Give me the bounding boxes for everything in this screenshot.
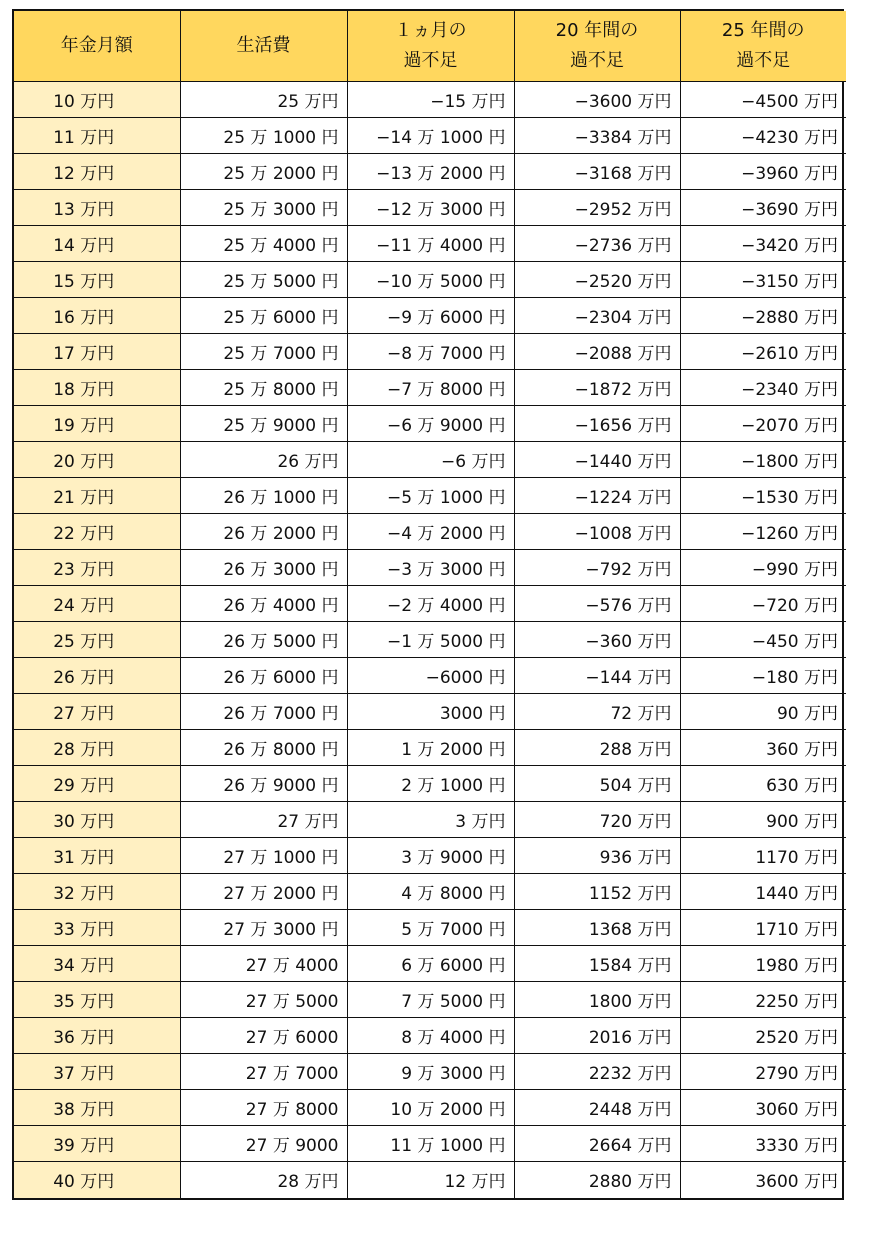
twenty-five-year-balance-cell: −2070 万円	[680, 406, 846, 442]
table-row	[14, 190, 846, 226]
living-cost-cell: 27 万 8000	[180, 1090, 347, 1126]
table-row	[14, 118, 846, 154]
living-cost-cell: 26 万 3000 円	[180, 550, 347, 586]
living-cost-cell: 26 万 7000 円	[180, 694, 347, 730]
table-row	[14, 514, 846, 550]
twenty-year-balance-cell: −1872 万円	[514, 370, 680, 406]
table-row	[14, 478, 846, 514]
monthly-balance-cell: 11 万 1000 円	[347, 1126, 514, 1162]
table-body	[14, 82, 846, 1198]
pension-cell: 37 万円	[14, 1054, 180, 1090]
twenty-five-year-balance-cell: −3960 万円	[680, 154, 846, 190]
table-row	[14, 622, 846, 658]
pension-cell: 19 万円	[14, 406, 180, 442]
twenty-year-balance-cell: 2016 万円	[514, 1018, 680, 1054]
twenty-year-balance-cell: 720 万円	[514, 802, 680, 838]
living-cost-cell: 26 万 9000 円	[180, 766, 347, 802]
twenty-year-balance-cell: −1440 万円	[514, 442, 680, 478]
pension-cell: 13 万円	[14, 190, 180, 226]
monthly-balance-cell: 4 万 8000 円	[347, 874, 514, 910]
pension-cell: 23 万円	[14, 550, 180, 586]
monthly-balance-cell: −6 万円	[347, 442, 514, 478]
table-row	[14, 802, 846, 838]
living-cost-cell: 27 万 7000	[180, 1054, 347, 1090]
monthly-balance-cell: 2 万 1000 円	[347, 766, 514, 802]
pension-cell: 21 万円	[14, 478, 180, 514]
twenty-five-year-balance-cell: 3330 万円	[680, 1126, 846, 1162]
twenty-five-year-balance-cell: −1260 万円	[680, 514, 846, 550]
twenty-year-balance-cell: −2520 万円	[514, 262, 680, 298]
twenty-five-year-balance-cell: 900 万円	[680, 802, 846, 838]
twenty-five-year-balance-cell: 1710 万円	[680, 910, 846, 946]
table-row	[14, 1054, 846, 1090]
pension-cell: 20 万円	[14, 442, 180, 478]
pension-cell: 11 万円	[14, 118, 180, 154]
pension-cell: 10 万円	[14, 82, 180, 118]
living-cost-cell: 25 万 7000 円	[180, 334, 347, 370]
table-row	[14, 586, 846, 622]
header-living-cost: 生活費	[180, 11, 347, 82]
monthly-balance-cell: −9 万 6000 円	[347, 298, 514, 334]
twenty-five-year-balance-cell: 630 万円	[680, 766, 846, 802]
living-cost-cell: 26 万 4000 円	[180, 586, 347, 622]
pension-cell: 16 万円	[14, 298, 180, 334]
pension-cell: 24 万円	[14, 586, 180, 622]
monthly-balance-cell: −6 万 9000 円	[347, 406, 514, 442]
pension-cell: 28 万円	[14, 730, 180, 766]
pension-cell: 18 万円	[14, 370, 180, 406]
living-cost-cell: 28 万円	[180, 1162, 347, 1198]
monthly-balance-cell: −7 万 8000 円	[347, 370, 514, 406]
table-row	[14, 550, 846, 586]
table-row	[14, 946, 846, 982]
pension-cell: 33 万円	[14, 910, 180, 946]
monthly-balance-cell: 12 万円	[347, 1162, 514, 1198]
pension-cell: 31 万円	[14, 838, 180, 874]
living-cost-cell: 25 万 2000 円	[180, 154, 347, 190]
table-row	[14, 442, 846, 478]
table-row	[14, 262, 846, 298]
table-row	[14, 694, 846, 730]
pension-cell: 12 万円	[14, 154, 180, 190]
pension-cell: 14 万円	[14, 226, 180, 262]
twenty-year-balance-cell: 936 万円	[514, 838, 680, 874]
twenty-year-balance-cell: 2448 万円	[514, 1090, 680, 1126]
monthly-balance-cell: −15 万円	[347, 82, 514, 118]
living-cost-cell: 25 万 8000 円	[180, 370, 347, 406]
living-cost-cell: 25 万円	[180, 82, 347, 118]
twenty-five-year-balance-cell: 1440 万円	[680, 874, 846, 910]
living-cost-cell: 27 万 2000 円	[180, 874, 347, 910]
pension-cell: 17 万円	[14, 334, 180, 370]
living-cost-cell: 26 万 1000 円	[180, 478, 347, 514]
header-row	[14, 11, 846, 82]
pension-cell: 22 万円	[14, 514, 180, 550]
monthly-balance-cell: −14 万 1000 円	[347, 118, 514, 154]
pension-cell: 36 万円	[14, 1018, 180, 1054]
twenty-year-balance-cell: −3168 万円	[514, 154, 680, 190]
twenty-five-year-balance-cell: 2790 万円	[680, 1054, 846, 1090]
monthly-balance-cell: −3 万 3000 円	[347, 550, 514, 586]
monthly-balance-cell: −6000 円	[347, 658, 514, 694]
twenty-year-balance-cell: −792 万円	[514, 550, 680, 586]
twenty-year-balance-cell: −576 万円	[514, 586, 680, 622]
twenty-year-balance-cell: −1224 万円	[514, 478, 680, 514]
twenty-five-year-balance-cell: 3600 万円	[680, 1162, 846, 1198]
pension-cell: 40 万円	[14, 1162, 180, 1198]
twenty-five-year-balance-cell: 3060 万円	[680, 1090, 846, 1126]
header-20-year-balance: 20 年間の 過不足	[514, 11, 680, 82]
twenty-year-balance-cell: −2088 万円	[514, 334, 680, 370]
monthly-balance-cell: −1 万 5000 円	[347, 622, 514, 658]
twenty-five-year-balance-cell: −4500 万円	[680, 82, 846, 118]
twenty-year-balance-cell: −3384 万円	[514, 118, 680, 154]
living-cost-cell: 25 万 6000 円	[180, 298, 347, 334]
pension-cell: 30 万円	[14, 802, 180, 838]
living-cost-cell: 26 万 2000 円	[180, 514, 347, 550]
living-cost-cell: 25 万 5000 円	[180, 262, 347, 298]
header-pension-monthly: 年金月額	[14, 11, 180, 82]
twenty-five-year-balance-cell: −3150 万円	[680, 262, 846, 298]
monthly-balance-cell: −8 万 7000 円	[347, 334, 514, 370]
living-cost-cell: 27 万 5000	[180, 982, 347, 1018]
table-row	[14, 406, 846, 442]
monthly-balance-cell: 9 万 3000 円	[347, 1054, 514, 1090]
monthly-balance-cell: −4 万 2000 円	[347, 514, 514, 550]
table-row	[14, 1090, 846, 1126]
pension-cell: 35 万円	[14, 982, 180, 1018]
table-row	[14, 1018, 846, 1054]
twenty-five-year-balance-cell: −4230 万円	[680, 118, 846, 154]
table-row	[14, 982, 846, 1018]
living-cost-cell: 27 万 4000	[180, 946, 347, 982]
living-cost-cell: 26 万 5000 円	[180, 622, 347, 658]
table-row	[14, 226, 846, 262]
twenty-five-year-balance-cell: 2250 万円	[680, 982, 846, 1018]
living-cost-cell: 25 万 9000 円	[180, 406, 347, 442]
living-cost-cell: 27 万円	[180, 802, 347, 838]
living-cost-cell: 26 万円	[180, 442, 347, 478]
table-row	[14, 874, 846, 910]
twenty-five-year-balance-cell: 360 万円	[680, 730, 846, 766]
monthly-balance-cell: 3000 円	[347, 694, 514, 730]
pension-cell: 32 万円	[14, 874, 180, 910]
living-cost-cell: 25 万 4000 円	[180, 226, 347, 262]
twenty-year-balance-cell: 1368 万円	[514, 910, 680, 946]
header-25-year-balance: 25 年間の 過不足	[680, 11, 846, 82]
pension-cell: 27 万円	[14, 694, 180, 730]
monthly-balance-cell: 8 万 4000 円	[347, 1018, 514, 1054]
pension-cell: 29 万円	[14, 766, 180, 802]
twenty-year-balance-cell: 1584 万円	[514, 946, 680, 982]
living-cost-cell: 27 万 1000 円	[180, 838, 347, 874]
living-cost-cell: 25 万 1000 円	[180, 118, 347, 154]
twenty-five-year-balance-cell: −450 万円	[680, 622, 846, 658]
pension-cell: 34 万円	[14, 946, 180, 982]
twenty-year-balance-cell: 2664 万円	[514, 1126, 680, 1162]
monthly-balance-cell: 5 万 7000 円	[347, 910, 514, 946]
monthly-balance-cell: 6 万 6000 円	[347, 946, 514, 982]
twenty-five-year-balance-cell: 1170 万円	[680, 838, 846, 874]
data-table	[14, 11, 846, 1198]
twenty-year-balance-cell: 504 万円	[514, 766, 680, 802]
twenty-year-balance-cell: −360 万円	[514, 622, 680, 658]
living-cost-cell: 26 万 8000 円	[180, 730, 347, 766]
twenty-year-balance-cell: 288 万円	[514, 730, 680, 766]
living-cost-cell: 27 万 9000	[180, 1126, 347, 1162]
table-row	[14, 766, 846, 802]
pension-cell: 15 万円	[14, 262, 180, 298]
monthly-balance-cell: −2 万 4000 円	[347, 586, 514, 622]
table-row	[14, 298, 846, 334]
twenty-five-year-balance-cell: −1800 万円	[680, 442, 846, 478]
twenty-year-balance-cell: 2232 万円	[514, 1054, 680, 1090]
twenty-five-year-balance-cell: −3420 万円	[680, 226, 846, 262]
table-row	[14, 334, 846, 370]
table-row	[14, 154, 846, 190]
table-row	[14, 658, 846, 694]
twenty-year-balance-cell: −2304 万円	[514, 298, 680, 334]
table-row	[14, 1162, 846, 1198]
living-cost-cell: 26 万 6000 円	[180, 658, 347, 694]
twenty-five-year-balance-cell: −990 万円	[680, 550, 846, 586]
twenty-year-balance-cell: 1800 万円	[514, 982, 680, 1018]
header-monthly-balance: １ヵ月の 過不足	[347, 11, 514, 82]
pension-cell: 25 万円	[14, 622, 180, 658]
twenty-year-balance-cell: −2736 万円	[514, 226, 680, 262]
table-row	[14, 730, 846, 766]
twenty-five-year-balance-cell: 2520 万円	[680, 1018, 846, 1054]
monthly-balance-cell: 3 万 9000 円	[347, 838, 514, 874]
pension-shortfall-table	[12, 9, 844, 1200]
twenty-five-year-balance-cell: −2340 万円	[680, 370, 846, 406]
living-cost-cell: 27 万 6000	[180, 1018, 347, 1054]
twenty-five-year-balance-cell: −2610 万円	[680, 334, 846, 370]
living-cost-cell: 27 万 3000 円	[180, 910, 347, 946]
monthly-balance-cell: 3 万円	[347, 802, 514, 838]
monthly-balance-cell: −12 万 3000 円	[347, 190, 514, 226]
twenty-five-year-balance-cell: 90 万円	[680, 694, 846, 730]
twenty-year-balance-cell: −1008 万円	[514, 514, 680, 550]
pension-cell: 26 万円	[14, 658, 180, 694]
monthly-balance-cell: −10 万 5000 円	[347, 262, 514, 298]
twenty-year-balance-cell: 1152 万円	[514, 874, 680, 910]
monthly-balance-cell: −11 万 4000 円	[347, 226, 514, 262]
table-row	[14, 82, 846, 118]
pension-cell: 39 万円	[14, 1126, 180, 1162]
monthly-balance-cell: 7 万 5000 円	[347, 982, 514, 1018]
twenty-year-balance-cell: 2880 万円	[514, 1162, 680, 1198]
twenty-five-year-balance-cell: −180 万円	[680, 658, 846, 694]
monthly-balance-cell: −13 万 2000 円	[347, 154, 514, 190]
twenty-year-balance-cell: −144 万円	[514, 658, 680, 694]
twenty-year-balance-cell: −3600 万円	[514, 82, 680, 118]
twenty-five-year-balance-cell: −720 万円	[680, 586, 846, 622]
monthly-balance-cell: −5 万 1000 円	[347, 478, 514, 514]
table-row	[14, 370, 846, 406]
twenty-year-balance-cell: 72 万円	[514, 694, 680, 730]
monthly-balance-cell: 10 万 2000 円	[347, 1090, 514, 1126]
twenty-five-year-balance-cell: −1530 万円	[680, 478, 846, 514]
twenty-five-year-balance-cell: −3690 万円	[680, 190, 846, 226]
twenty-year-balance-cell: −1656 万円	[514, 406, 680, 442]
table-row	[14, 1126, 846, 1162]
pension-cell: 38 万円	[14, 1090, 180, 1126]
twenty-five-year-balance-cell: −2880 万円	[680, 298, 846, 334]
twenty-five-year-balance-cell: 1980 万円	[680, 946, 846, 982]
table-row	[14, 910, 846, 946]
table-row	[14, 838, 846, 874]
twenty-year-balance-cell: −2952 万円	[514, 190, 680, 226]
living-cost-cell: 25 万 3000 円	[180, 190, 347, 226]
monthly-balance-cell: 1 万 2000 円	[347, 730, 514, 766]
